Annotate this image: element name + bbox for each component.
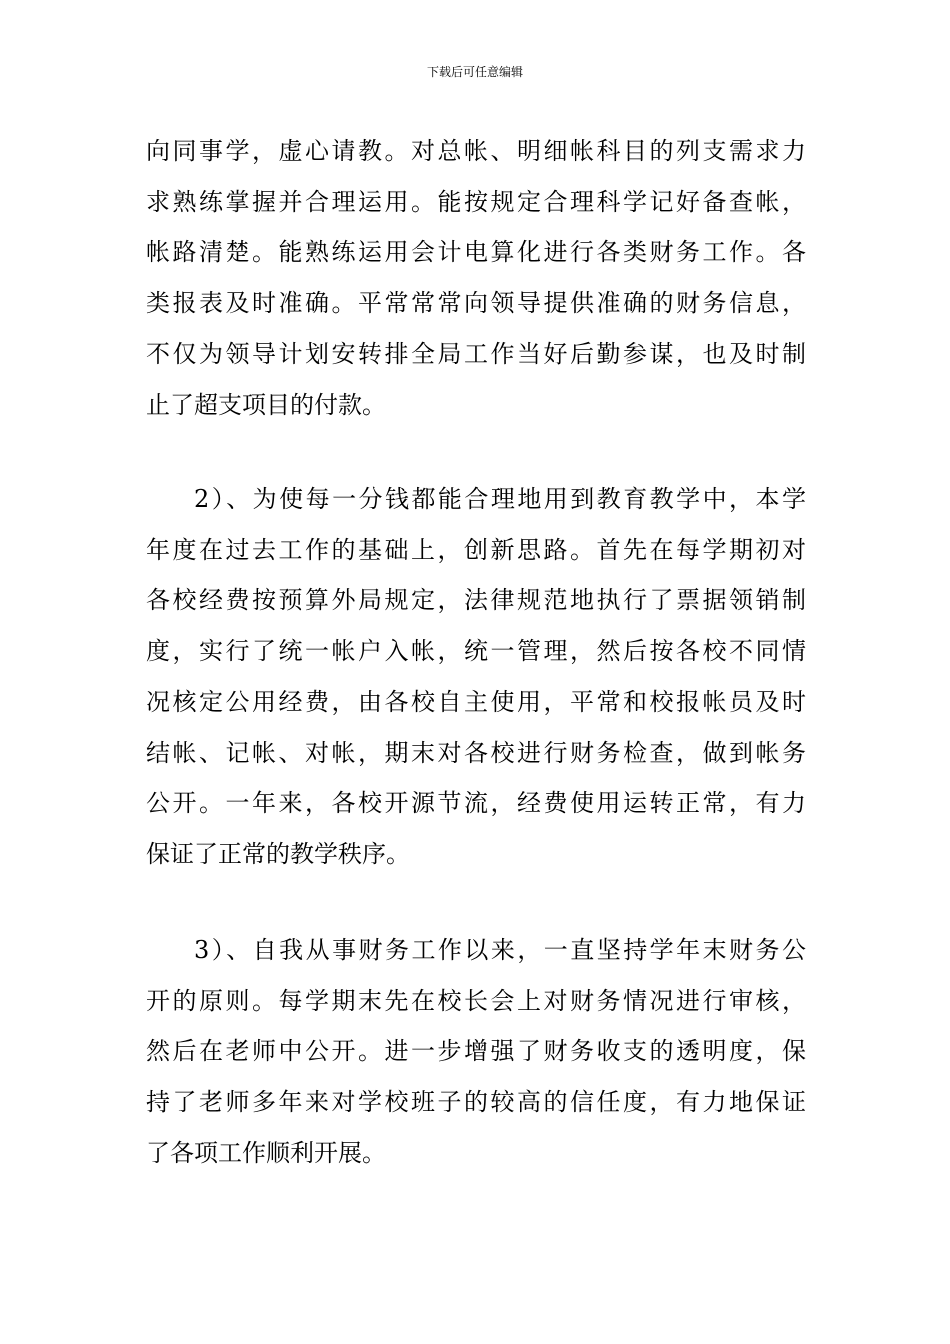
paragraph-1 xyxy=(146,126,806,430)
paragraph-line: 保证了正常的教学秩序。 xyxy=(146,839,410,868)
paragraph-line: 开的原则。每学期末先在校长会上对财务情况进行审核， xyxy=(146,986,806,1015)
paragraph-line: 然后在老师中公开。进一步增强了财务收支的透明度，保 xyxy=(146,1037,806,1066)
paragraph-line: 了各项工作顺利开展。 xyxy=(146,1138,386,1167)
paragraph-line: 况核定公用经费，由各校自主使用，平常和校报帐员及时 xyxy=(146,687,806,716)
paragraph-line: 向同事学，虚心请教。对总帐、明细帐科目的列支需求力 xyxy=(146,137,806,165)
paragraph-line: 不仅为领导计划安转排全局工作当好后勤参谋，也及时制 xyxy=(146,339,806,368)
paragraph-line: 持了老师多年来对学校班子的较高的信任度，有力地保证 xyxy=(146,1088,806,1117)
paragraph-line: 2）、为使每一分钱都能合理地用到教育教学中，本学 xyxy=(194,485,806,513)
paragraph-line: 求熟练掌握并合理运用。能按规定合理科学记好备查帐， xyxy=(146,187,806,216)
paragraph-line: 类报表及时准确。平常常常向领导提供准确的财务信息， xyxy=(146,289,806,318)
paragraph-line: 公开。一年来，各校开源节流，经费使用运转正常，有力 xyxy=(146,789,806,818)
paragraph-line: 结帐、记帐、对帐，期末对各校进行财务检查，做到帐务 xyxy=(146,738,806,767)
paragraph-line: 3）、自我从事财务工作以来，一直坚持学年末财务公 xyxy=(194,936,806,964)
paragraph-line: 各校经费按预算外局规定，法律规范地执行了票据领销制 xyxy=(146,586,806,615)
paragraph-line: 度，实行了统一帐户入帐，统一管理，然后按各校不同情 xyxy=(146,637,806,666)
paragraph-3 xyxy=(146,925,806,1179)
paragraph-line: 止了超支项目的付款。 xyxy=(146,390,386,419)
paragraph-line: 年度在过去工作的基础上，创新思路。首先在每学期初对 xyxy=(146,535,806,564)
page-header: 下载后可任意编辑 xyxy=(426,65,523,79)
paragraph-line: 帐路清楚。能熟练运用会计电算化进行各类财务工作。各 xyxy=(146,238,806,267)
paragraph-2 xyxy=(146,474,806,880)
